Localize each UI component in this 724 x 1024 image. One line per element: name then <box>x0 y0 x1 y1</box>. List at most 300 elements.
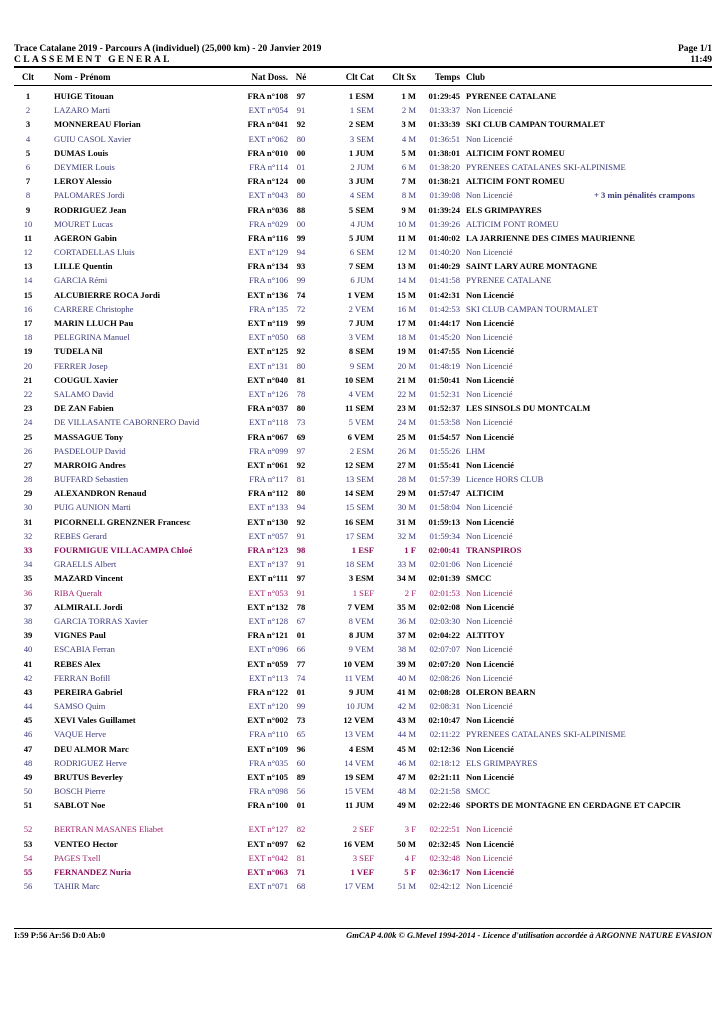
cell-nom: FERNANDEZ Nuria <box>54 866 132 877</box>
cell-tps: 01:50:41 <box>428 374 460 385</box>
cell-clt: 44 <box>23 701 33 712</box>
table-row <box>14 118 712 132</box>
table-row <box>14 431 712 445</box>
cell-tps: 02:07:20 <box>428 658 460 669</box>
cell-clt: 8 <box>25 190 31 201</box>
cell-cat: 4 JUM <box>350 218 374 229</box>
footer-stats: I:59 P:56 Ar:56 D:0 Ab:0 <box>14 930 106 940</box>
cell-nom: RODRIGUEZ Herve <box>54 757 127 768</box>
cell-clt: 54 <box>23 852 33 863</box>
table-row <box>14 799 712 823</box>
cell-tps: 02:01:53 <box>429 587 460 598</box>
cell-sx: 40 M <box>397 672 416 683</box>
cell-cat: 15 VEM <box>344 786 374 797</box>
cell-cat: 1 VEF <box>350 866 374 877</box>
cell-ne: 99 <box>296 318 306 328</box>
col-cat: Clt Cat <box>345 72 374 82</box>
cell-clt: 16 <box>23 303 33 314</box>
cell-club: SMCC <box>466 786 490 797</box>
cell-clt: 29 <box>23 488 33 499</box>
table-row <box>14 218 712 232</box>
cell-cat: 1 ESM <box>348 91 374 101</box>
cell-nom: RODRIGUEZ Jean <box>54 204 127 215</box>
cell-sx: 22 M <box>397 388 416 399</box>
table-row <box>14 133 712 147</box>
table-row <box>14 785 712 799</box>
cell-sx: 5 M <box>401 147 416 158</box>
cell-tps: 02:08:28 <box>428 686 460 697</box>
cell-tps: 02:08:26 <box>429 672 460 683</box>
cell-cat: 16 VEM <box>343 838 374 849</box>
cell-nat: EXT n°125 <box>247 346 288 357</box>
cell-cat: 8 VEM <box>348 615 374 626</box>
cell-clt: 50 <box>23 786 33 797</box>
cell-clt: 26 <box>23 445 33 456</box>
cell-clt: 7 <box>25 176 31 187</box>
cell-tps: 01:33:39 <box>428 119 460 130</box>
table-row <box>14 260 712 274</box>
cell-tps: 01:39:24 <box>428 204 460 215</box>
cell-sx: 30 M <box>397 502 416 513</box>
cell-sx: 32 M <box>397 530 416 541</box>
cell-cat: 2 SEM <box>348 119 374 130</box>
cell-tps: 01:41:58 <box>429 275 460 286</box>
cell-sx: 41 M <box>397 686 416 697</box>
cell-tps: 01:29:45 <box>428 91 460 101</box>
cell-cat: 3 SEF <box>352 852 374 863</box>
cell-club: Non Licencié <box>466 374 514 385</box>
cell-ne: 80 <box>296 360 306 371</box>
cell-nom: REBES Alex <box>54 658 101 669</box>
cell-cat: 3 ESM <box>348 573 374 584</box>
print-time: 11:49 <box>690 55 712 65</box>
cell-cat: 4 SEM <box>349 190 374 201</box>
cell-nat: EXT n°133 <box>248 502 288 513</box>
results-table <box>14 90 712 894</box>
cell-cat: 9 JUM <box>348 686 374 697</box>
cell-nom: CORTADELLAS Lluis <box>54 247 135 258</box>
cell-clt: 40 <box>23 644 33 655</box>
cell-club: ALTICIM FONT ROMEU <box>466 147 565 158</box>
cell-club: Non Licencié <box>466 881 513 892</box>
cell-nom: BOSCH Pierre <box>54 786 106 797</box>
cell-sx: 44 M <box>397 729 416 740</box>
cell-sx: 11 M <box>397 232 416 243</box>
cell-nat: FRA n°035 <box>248 757 288 768</box>
cell-club: Non Licencié <box>466 133 513 144</box>
cell-sx: 4 F <box>404 852 416 863</box>
cell-ne: 99 <box>296 701 306 712</box>
table-row <box>14 572 712 586</box>
cell-nom: GRAELLS Albert <box>54 559 117 570</box>
cell-nom: ESCABIA Ferran <box>54 644 115 655</box>
cell-ne: 97 <box>296 573 306 584</box>
cell-nom: MAZARD Vincent <box>54 573 123 584</box>
cell-nat: EXT n°131 <box>248 360 288 371</box>
cell-club: Non Licencié <box>466 502 513 513</box>
cell-sx: 47 M <box>397 772 416 782</box>
cell-sx: 13 M <box>397 261 416 272</box>
cell-sx: 12 M <box>397 247 416 258</box>
table-row <box>14 360 712 374</box>
cell-nom: SABLOT Noe <box>54 800 106 811</box>
cell-cat: 11 SEM <box>345 403 374 414</box>
cell-club: Non Licencié <box>466 289 514 300</box>
cell-tps: 01:40:02 <box>428 232 460 243</box>
cell-sx: 24 M <box>397 417 416 428</box>
cell-nat: EXT n°136 <box>247 289 288 300</box>
cell-sx: 3 F <box>404 824 416 835</box>
cell-cat: 10 SEM <box>344 374 374 385</box>
cell-ne: 74 <box>296 672 306 683</box>
col-temps: Temps <box>434 72 460 82</box>
cell-club: ALTICIM <box>466 488 504 499</box>
table-row <box>14 289 712 303</box>
cell-cat: 2 VEM <box>348 303 374 314</box>
cell-sx: 34 M <box>397 573 416 584</box>
cell-sx: 19 M <box>397 346 416 357</box>
table-row <box>14 317 712 331</box>
cell-club: Non Licencié <box>466 360 513 371</box>
table-row <box>14 728 712 742</box>
table-row <box>14 771 712 785</box>
cell-clt: 12 <box>23 247 33 258</box>
cell-club: ALTITOY <box>466 630 505 641</box>
cell-tps: 02:10:47 <box>428 715 460 726</box>
cell-nom: PICORNELL GRENZNER Francesc <box>54 516 191 527</box>
cell-nom: FOURMIGUE VILLACAMPA Chloé <box>54 545 193 555</box>
cell-cat: 4 ESM <box>348 743 374 754</box>
table-row <box>14 866 712 880</box>
cell-sx: 29 M <box>397 488 416 499</box>
cell-clt: 38 <box>23 615 33 626</box>
cell-ne: 92 <box>296 516 306 527</box>
table-row <box>14 838 712 852</box>
cell-club: Non Licencié <box>466 743 514 754</box>
cell-sx: 35 M <box>397 601 416 612</box>
col-ne: Né <box>295 72 307 82</box>
cell-nom: GUIU CASOL Xavier <box>54 133 132 144</box>
cell-cat: 9 VEM <box>348 644 374 655</box>
table-row <box>14 189 712 203</box>
cell-club: SMCC <box>466 573 492 584</box>
cell-club: Non Licencié <box>466 601 514 612</box>
cell-tps: 01:36:51 <box>429 133 460 144</box>
cell-nat: FRA n°112 <box>248 488 288 499</box>
cell-clt: 1 <box>25 91 31 101</box>
cell-cat: 17 VEM <box>344 881 374 892</box>
cell-clt: 25 <box>23 431 33 442</box>
cell-club: SAINT LARY AURE MONTAGNE <box>466 261 598 272</box>
col-clt: Clt <box>22 72 34 82</box>
cell-ne: 74 <box>296 289 306 300</box>
cell-ne: 01 <box>296 686 306 697</box>
cell-club: OLERON BEARN <box>466 686 536 697</box>
cell-ne: 00 <box>296 176 306 187</box>
cell-ne: 91 <box>296 105 306 116</box>
cell-clt: 6 <box>25 161 31 172</box>
cell-club: Non Licencié <box>466 417 513 428</box>
table-row <box>14 473 712 487</box>
cell-clt: 11 <box>23 232 33 243</box>
table-row <box>14 246 712 260</box>
cell-clt: 3 <box>25 119 31 130</box>
cell-club: Non Licencié <box>466 658 514 669</box>
cell-ne: 94 <box>296 502 306 513</box>
cell-cat: 19 SEM <box>344 772 374 782</box>
cell-nom: DUMAS Louis <box>54 147 109 158</box>
cell-club: ELS GRIMPAYRES <box>466 204 542 215</box>
cell-sx: 9 M <box>401 204 416 215</box>
cell-club: PYRENEES CATALANES SKI-ALPINISME <box>466 729 626 740</box>
cell-nat: FRA n°100 <box>247 800 288 811</box>
cell-nat: EXT n°118 <box>248 417 288 428</box>
cell-ne: 80 <box>296 488 306 499</box>
cell-cat: 4 VEM <box>348 388 374 399</box>
cell-cat: 15 SEM <box>345 502 374 513</box>
table-row <box>14 487 712 501</box>
cell-sx: 43 M <box>397 715 416 726</box>
cell-sx: 14 M <box>397 275 416 286</box>
cell-nom: MARROIG Andres <box>54 459 126 470</box>
cell-clt: 49 <box>23 772 33 782</box>
cell-nat: FRA n°106 <box>248 275 288 286</box>
cell-club: PYRENEE CATALANE <box>466 275 552 286</box>
cell-clt: 36 <box>23 587 33 598</box>
cell-sx: 7 M <box>401 176 416 187</box>
cell-nom: ALCUBIERRE ROCA Jordi <box>54 289 161 300</box>
cell-clt: 13 <box>23 261 33 272</box>
table-row <box>14 104 712 118</box>
table-row <box>14 615 712 629</box>
cell-cat: 7 SEM <box>348 261 374 272</box>
cell-tps: 01:58:04 <box>429 502 460 513</box>
cell-nat: FRA n°122 <box>247 686 288 697</box>
cell-ne: 98 <box>296 545 306 555</box>
cell-nom: VIGNES Paul <box>54 630 106 641</box>
cell-ne: 92 <box>296 119 306 130</box>
cell-club: Non Licencié <box>466 866 514 877</box>
cell-nat: EXT n°042 <box>248 852 288 863</box>
cell-clt: 53 <box>23 838 33 849</box>
cell-cat: 5 JUM <box>348 232 374 243</box>
cell-nom: RIBA Queralt <box>54 587 102 598</box>
cell-sx: 15 M <box>397 289 416 300</box>
cell-cat: 11 VEM <box>344 672 374 683</box>
cell-ne: 80 <box>296 190 306 201</box>
cell-nat: FRA n°110 <box>249 729 288 740</box>
cell-nom: GARCIA TORRAS Xavier <box>54 615 148 626</box>
cell-club: SKI CLUB CAMPAN TOURMALET <box>466 119 605 130</box>
cell-nom: TAHIR Marc <box>54 881 100 892</box>
cell-clt: 35 <box>23 573 33 584</box>
cell-sx: 10 M <box>397 218 416 229</box>
cell-cat: 13 VEM <box>344 729 374 740</box>
cell-nat: FRA n°134 <box>247 261 288 272</box>
cell-nat: EXT n°071 <box>248 881 288 892</box>
cell-club: Non Licencié <box>466 852 513 863</box>
table-row <box>14 658 712 672</box>
cell-ne: 56 <box>296 786 306 797</box>
cell-nat: FRA n°121 <box>247 630 288 641</box>
table-row <box>14 147 712 161</box>
cell-tps: 02:21:11 <box>428 772 460 782</box>
cell-clt: 45 <box>23 715 33 726</box>
cell-nom: ALEXANDRON Renaud <box>54 488 147 499</box>
cell-nat: FRA n°135 <box>248 303 288 314</box>
cell-club: Non Licencié <box>466 346 514 357</box>
cell-clt: 24 <box>23 417 33 428</box>
cell-sx: 31 M <box>397 516 416 527</box>
cell-nat: FRA n°114 <box>249 161 288 172</box>
cell-nat: EXT n°111 <box>248 573 288 584</box>
cell-clt: 27 <box>23 459 33 470</box>
cell-sx: 38 M <box>397 644 416 655</box>
cell-nom: LILLE Quentin <box>54 261 113 272</box>
header-rule <box>14 66 712 68</box>
cell-clt: 55 <box>23 866 33 877</box>
cell-nom: BRUTUS Beverley <box>54 772 123 782</box>
cell-tps: 01:39:26 <box>429 218 460 229</box>
cell-clt: 15 <box>23 289 33 300</box>
cell-cat: 12 VEM <box>343 715 374 726</box>
cell-nat: EXT n°050 <box>248 332 288 343</box>
cell-nom: AGERON Gabin <box>54 232 117 243</box>
cell-ne: 97 <box>296 445 306 456</box>
footer-credit: GmCAP 4.00k © G.Mevel 1994-2014 - Licence d'utilisation accordée à ARGONNE NATURE EVASION <box>346 930 712 940</box>
cell-ne: 78 <box>296 601 306 612</box>
cell-cat: 10 JUM <box>346 701 374 712</box>
cell-sx: 5 F <box>404 866 416 877</box>
cell-club: PYRENEES CATALANES SKI-ALPINISME <box>466 161 626 172</box>
cell-sx: 8 M <box>401 190 416 201</box>
cell-clt: 31 <box>23 516 33 527</box>
cell-nat: EXT n°059 <box>247 658 288 669</box>
cell-tps: 01:42:31 <box>428 289 460 300</box>
cell-nat: FRA n°108 <box>247 91 288 101</box>
cell-sx: 18 M <box>397 332 416 343</box>
cell-tps: 01:48:19 <box>429 360 460 371</box>
table-row <box>14 530 712 544</box>
cell-nom: PELEGRINA Manuel <box>54 332 130 343</box>
cell-sx: 48 M <box>397 786 416 797</box>
cell-nom: MONNEREAU Florian <box>54 119 141 130</box>
cell-ne: 00 <box>296 147 306 158</box>
cell-cat: 2 SEF <box>352 824 374 835</box>
cell-club: Non Licencié <box>466 587 513 598</box>
cell-cat: 8 SEM <box>348 346 374 357</box>
cell-club: Non Licencié <box>466 318 514 328</box>
cell-clt: 5 <box>25 147 31 158</box>
cell-nat: EXT n°126 <box>248 388 288 399</box>
cell-tps: 02:01:06 <box>429 559 460 570</box>
cell-nat: FRA n°123 <box>247 545 288 555</box>
cell-ne: 71 <box>296 866 306 877</box>
cell-clt: 46 <box>23 729 33 740</box>
cell-club: Non Licencié <box>466 105 513 116</box>
cell-nom: LEROY Alessio <box>54 176 112 187</box>
cell-nat: EXT n°130 <box>247 516 288 527</box>
table-row <box>14 345 712 359</box>
cell-clt: 52 <box>23 824 33 835</box>
cell-clt: 43 <box>23 686 33 697</box>
cell-nom: PASDELOUP David <box>54 445 126 456</box>
cell-sx: 51 M <box>397 881 416 892</box>
cell-cat: 5 VEM <box>348 417 374 428</box>
cell-club: Non Licencié <box>466 459 514 470</box>
cell-tps: 01:57:47 <box>428 488 460 499</box>
cell-tps: 02:32:45 <box>428 838 460 849</box>
cell-nat: EXT n°053 <box>248 587 288 598</box>
cell-nom: REBES Gerard <box>54 530 107 541</box>
cell-tps: 02:22:51 <box>429 824 460 835</box>
cell-clt: 30 <box>23 502 33 513</box>
cell-ne: 68 <box>296 332 306 343</box>
cell-tps: 01:39:08 <box>429 190 460 201</box>
cell-cat: 3 VEM <box>348 332 374 343</box>
cell-club: Non Licencié <box>466 772 514 782</box>
cell-nom: VENTEO Hector <box>54 838 118 849</box>
cell-nom: MARIN LLUCH Pau <box>54 318 134 328</box>
table-row <box>14 757 712 771</box>
cell-clt: 9 <box>25 204 31 215</box>
cell-tps: 02:32:48 <box>429 852 460 863</box>
cell-nat: EXT n°057 <box>248 530 288 541</box>
cell-tps: 01:53:58 <box>429 417 460 428</box>
cell-sx: 23 M <box>397 403 416 414</box>
cell-cat: 12 SEM <box>344 459 374 470</box>
cell-clt: 41 <box>23 658 33 669</box>
cell-cat: 11 JUM <box>345 800 374 811</box>
cell-clt: 10 <box>23 218 33 229</box>
cell-clt: 2 <box>25 105 31 116</box>
cell-nat: FRA n°117 <box>249 474 288 485</box>
cell-sx: 46 M <box>397 757 416 768</box>
cell-clt: 28 <box>23 474 33 485</box>
cell-ne: 67 <box>296 615 306 626</box>
cell-tps: 02:03:30 <box>429 615 460 626</box>
cell-nat: FRA n°036 <box>247 204 288 215</box>
cell-ne: 69 <box>296 431 306 442</box>
ranking-title: CLASSEMENT GENERAL <box>14 55 172 65</box>
cell-tps: 01:54:57 <box>428 431 460 442</box>
cell-ne: 92 <box>296 459 306 470</box>
cell-cat: 9 SEM <box>349 360 374 371</box>
cell-clt: 39 <box>23 630 33 641</box>
cell-nom: COUGUL Xavier <box>54 374 119 385</box>
cell-club: Non Licencié <box>466 644 513 655</box>
cell-sx: 50 M <box>397 838 416 849</box>
cell-tps: 01:40:20 <box>429 247 460 258</box>
cell-tps: 01:38:01 <box>428 147 460 158</box>
cell-ne: 93 <box>296 261 306 272</box>
table-row <box>14 643 712 657</box>
cell-clt: 47 <box>23 743 33 754</box>
cell-ne: 65 <box>296 729 306 740</box>
table-row <box>14 402 712 416</box>
table-row <box>14 601 712 615</box>
cell-club: Non Licencié <box>466 388 513 399</box>
cell-tps: 01:42:53 <box>429 303 460 314</box>
cell-ne: 82 <box>296 824 306 835</box>
cell-ne: 94 <box>296 247 306 258</box>
table-row <box>14 175 712 189</box>
cell-ne: 88 <box>296 204 306 215</box>
cell-clt: 4 <box>25 133 31 144</box>
cell-sx: 45 M <box>397 743 416 754</box>
cell-nom: MOURET Lucas <box>54 218 113 229</box>
table-row <box>14 374 712 388</box>
